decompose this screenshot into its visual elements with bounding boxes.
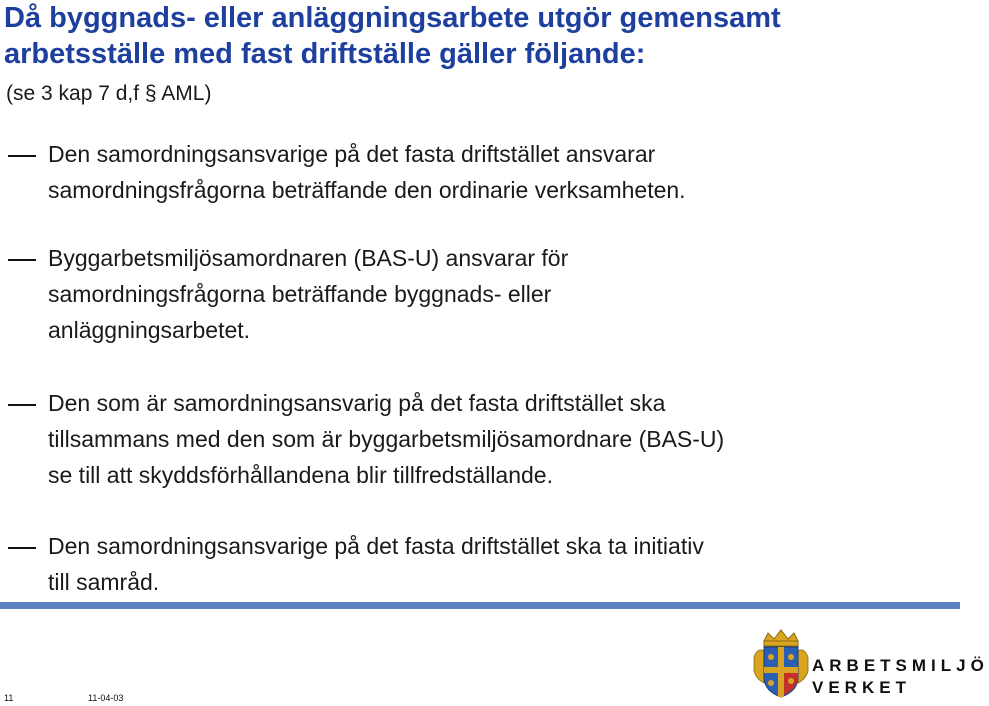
bullet-text — [48, 385, 928, 493]
footer-divider — [0, 602, 960, 609]
subtitle-reference: (se 3 kap 7 d,f § AML) — [6, 82, 212, 105]
bullet-line: tillsammans med den som är byggarbetsmiljösamordnare (BAS-U) — [48, 426, 725, 452]
bullet-line: Den samordningsansvarige på det fasta driftstället ska ta initiativ — [48, 533, 704, 559]
bullet-line: samordningsfrågorna beträffande den ordinarie verksamheten. — [48, 177, 686, 203]
bullet-line: till samråd. — [48, 569, 160, 595]
logo-wordmark — [812, 655, 989, 699]
logo-line-2: VERKET — [812, 678, 911, 697]
slide-title — [4, 0, 954, 72]
dash-icon — [8, 155, 36, 157]
slide-date: 11-04-03 — [88, 693, 124, 703]
bullet-line: samordningsfrågorna beträffande byggnads- eller — [48, 281, 552, 307]
bullet-line: anläggningsarbetet. — [48, 317, 251, 343]
bullet-text — [48, 136, 928, 208]
dash-icon — [8, 547, 36, 549]
logo-line-1: ARBETSMILJÖ — [812, 656, 989, 675]
bullet-line: Byggarbetsmiljösamordnaren (BAS-U) ansvarar för — [48, 245, 569, 271]
slide-number: 11 — [4, 693, 14, 703]
bullet-line: se till att skyddsförhållandena blir tillfredställande. — [48, 462, 553, 488]
bullet-line: Den som är samordningsansvarig på det fasta driftstället ska — [48, 390, 666, 416]
bullet-line: Den samordningsansvarige på det fasta driftstället ansvarar — [48, 141, 656, 167]
title-line-2: arbetsställe med fast driftställe gäller följande: — [4, 38, 646, 70]
dash-icon — [8, 404, 36, 406]
coat-of-arms-icon — [752, 627, 810, 706]
dash-icon — [8, 259, 36, 261]
bullet-text — [48, 528, 928, 600]
title-line-1: Då byggnads- eller anläggningsarbete utgör gemensamt — [4, 2, 781, 34]
bullet-text — [48, 240, 928, 348]
